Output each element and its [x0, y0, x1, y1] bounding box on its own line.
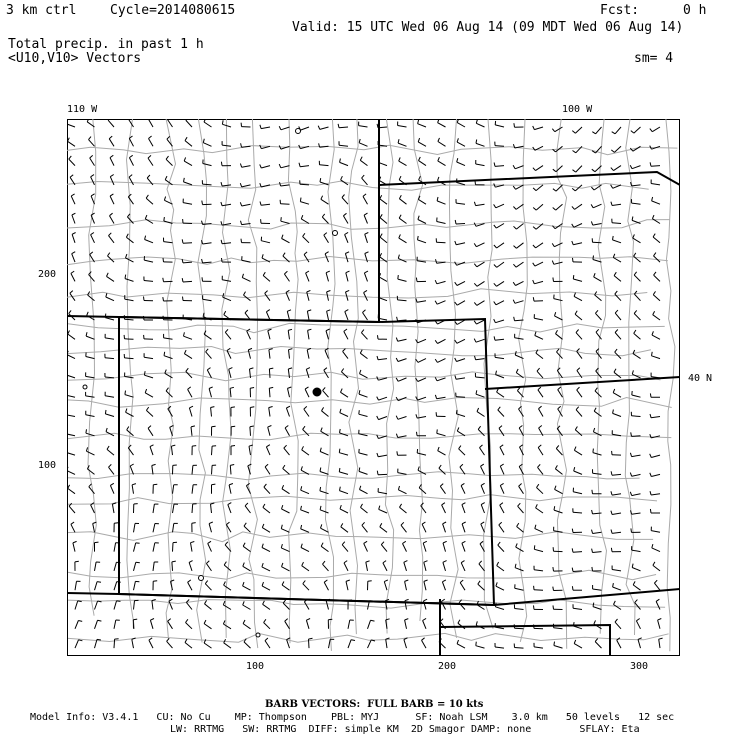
lon-label-100w: 100 W [562, 104, 593, 115]
lon-label-110w: 110 W [67, 104, 98, 115]
map-canvas [67, 119, 680, 656]
lat-label-40n: 40 N [688, 373, 713, 384]
field-title-precip: Total precip. in past 1 h [8, 37, 204, 52]
city-dot-icon [256, 633, 260, 637]
city-dot-icon [296, 129, 301, 134]
smoothing-label: sm= 4 [634, 51, 674, 66]
cycle-label: Cycle=2014080615 [110, 3, 236, 18]
city-dot-icon [333, 231, 338, 236]
forecast-label: Fcst: [600, 3, 640, 18]
city-dot-icon [199, 576, 204, 581]
valid-time: Valid: 15 UTC Wed 06 Aug 14 (09 MDT Wed 06 Aug 14) [292, 20, 684, 35]
barb-legend: BARB VECTORS: FULL BARB = 10 kts [265, 699, 484, 710]
model-info-line2: LW: RRTMG SW: RRTMG DIFF: simple KM 2D Smagor DAMP: none SFLAY: Eta [170, 724, 640, 735]
x-tick-100: 100 [246, 661, 265, 672]
map-frame [68, 120, 680, 656]
field-title-vectors: <U10,V10> Vectors [8, 51, 142, 66]
city-dot-icon [83, 385, 87, 389]
y-tick-100: 100 [38, 460, 57, 471]
forecast-hour: 0 h [683, 3, 707, 18]
x-tick-300: 300 [630, 661, 649, 672]
y-tick-200: 200 [38, 269, 57, 280]
city-dot-icon [313, 388, 321, 396]
model-info-line1: Model Info: V3.4.1 CU: No Cu MP: Thompson PBL: MYJ SF: Noah LSM 3.0 km 50 levels 12 sec [30, 712, 675, 723]
run-name: 3 km ctrl [6, 3, 77, 18]
map-panel [67, 119, 680, 656]
x-tick-200: 200 [438, 661, 457, 672]
